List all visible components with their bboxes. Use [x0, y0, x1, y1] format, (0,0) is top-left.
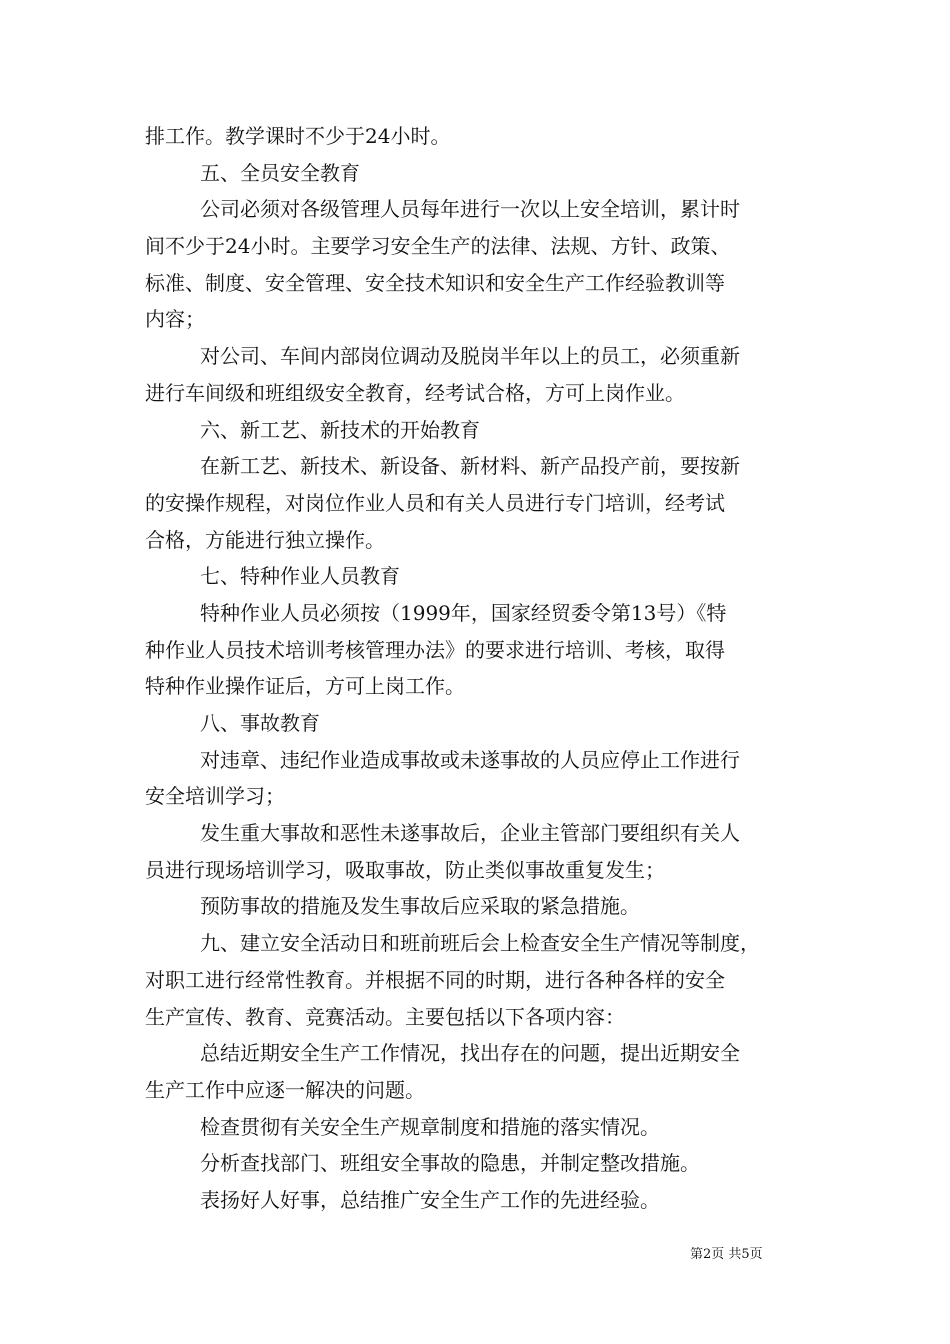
page-number-footer: 第2页 共5页: [690, 1247, 763, 1262]
text-line: 员进行现场培训学习，吸取事故，防止类似事故重复发生；: [145, 857, 665, 882]
text-line: 总结近期安全生产工作情况，找出存在的问题，提出近期安全: [200, 1041, 740, 1066]
text-line: 特种作业操作证后，方可上岗工作。: [145, 674, 465, 699]
text-line: 生产宣传、教育、竞赛活动。主要包括以下各项内容：: [145, 1004, 625, 1029]
text-line: 公司必须对各级管理人员每年进行一次以上安全培训，累计时: [200, 197, 740, 222]
text-line: 特种作业人员必须按（1999年，国家经贸委令第13号）《特: [200, 600, 727, 625]
text-line: 种作业人员技术培训考核管理办法》的要求进行培训、考核，取得: [145, 637, 725, 662]
text-line: 进行车间级和班组级安全教育，经考试合格，方可上岗作业。: [145, 380, 685, 405]
text-line: 预防事故的措施及发生事故后应采取的紧急措施。: [200, 894, 640, 919]
section-heading: 八、事故教育: [200, 711, 320, 735]
text-line: 安全培训学习；: [145, 784, 285, 809]
section-heading: 五、全员安全教育: [200, 160, 360, 185]
text-line: 的安操作规程，对岗位作业人员和有关人员进行专门培训，经考试: [145, 490, 725, 515]
text-line: 标准、制度、安全管理、安全技术知识和安全生产工作经验教训等: [145, 270, 725, 295]
text-line: 检查贯彻有关安全生产规章制度和措施的落实情况。: [200, 1114, 660, 1139]
text-line: 在新工艺、新技术、新设备、新材料、新产品投产前，要按新: [200, 454, 740, 479]
text-line: 间不少于24小时。主要学习安全生产的法律、法规、方针、政策、: [145, 234, 731, 259]
section-heading: 九、建立安全活动日和班前班后会上检查安全生产情况等制度，: [200, 931, 760, 956]
section-heading: 六、新工艺、新技术的开始教育: [200, 417, 480, 442]
document-body: [145, 118, 810, 1219]
text-line: 排工作。教学课时不少于24小时。: [145, 124, 451, 148]
text-line: 内容；: [145, 307, 205, 332]
text-line: 对职工进行经常性教育。并根据不同的时期，进行各种各样的安全: [145, 967, 725, 992]
text-line: 生产工作中应逐一解决的问题。: [145, 1077, 425, 1102]
text-line: 表扬好人好事，总结推广安全生产工作的先进经验。: [200, 1187, 660, 1212]
text-line: 分析查找部门、班组安全事故的隐患，并制定整改措施。: [200, 1151, 700, 1176]
text-line: 对违章、违纪作业造成事故或未遂事故的人员应停止工作进行: [200, 747, 740, 772]
text-line: 对公司、车间内部岗位调动及脱岗半年以上的员工，必须重新: [200, 344, 740, 369]
text-line: 合格，方能进行独立操作。: [145, 527, 385, 552]
section-heading: 七、特种作业人员教育: [200, 564, 400, 589]
text-line: 发生重大事故和恶性未遂事故后，企业主管部门要组织有关人: [200, 821, 740, 846]
